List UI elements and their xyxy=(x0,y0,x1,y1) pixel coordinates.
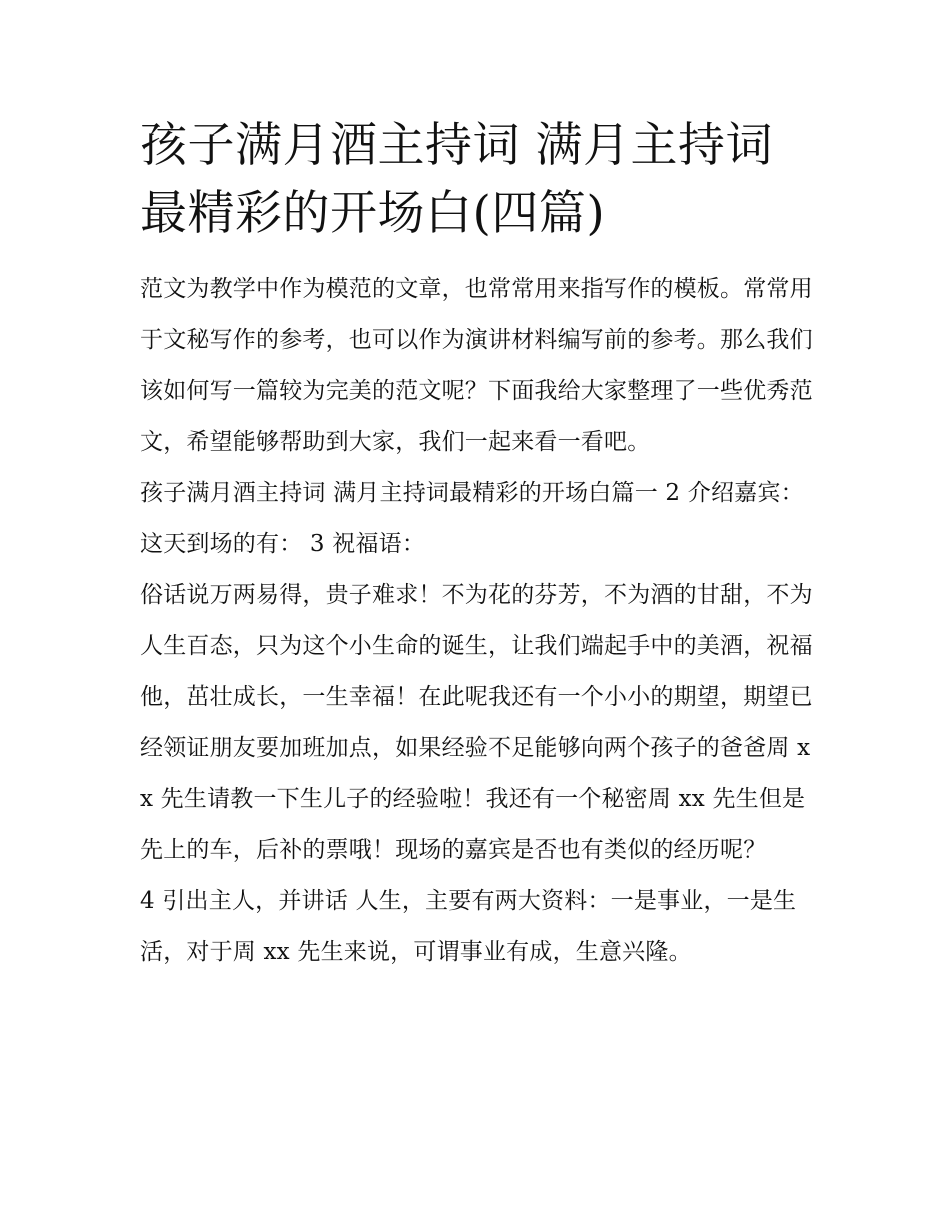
document-title: 孩子满月酒主持词 满月主持词最精彩的开场白(四篇) xyxy=(140,118,773,241)
host-introduction-paragraph: 4 引出主人，并讲话 人生，主要有两大资料：一是事业，一是生活，对于周 xx 先生来说，可谓事业有成，生意兴隆。 xyxy=(140,888,797,965)
document-content xyxy=(140,112,820,978)
section-one-heading-paragraph: 孩子满月酒主持词 满月主持词最精彩的开场白篇一 2 介绍嘉宾： 这天到场的有： 3 祝福语： xyxy=(140,480,804,557)
title-block xyxy=(140,112,820,248)
intro-paragraph: 范文为教学中作为模范的文章，也常常用来指写作的模板。常常用于文秘写作的参考，也可以作为演讲材料编写前的参考。那么我们该如何写一篇较为完美的范文呢？下面我给大家整理了一些优秀范文，希望能够帮助到大家，我们一起来看一看吧。 xyxy=(140,276,813,455)
blessing-paragraph: 俗话说万两易得，贵子难求！不为花的芬芳，不为酒的甘甜，不为人生百态，只为这个小生命的诞生，让我们端起手中的美酒，祝福他，茁壮成长，一生幸福！在此呢我还有一个小小的期望，期望已经领证朋友要加班加点，如果经验不足能够向两个孩子的爸爸周 xx 先生请教一下生儿子的经验啦！我还有一个秘密周 xx 先生但是先上的车，后补的票哦！现场的嘉宾是否也有类似的经历呢？ xyxy=(140,582,813,863)
